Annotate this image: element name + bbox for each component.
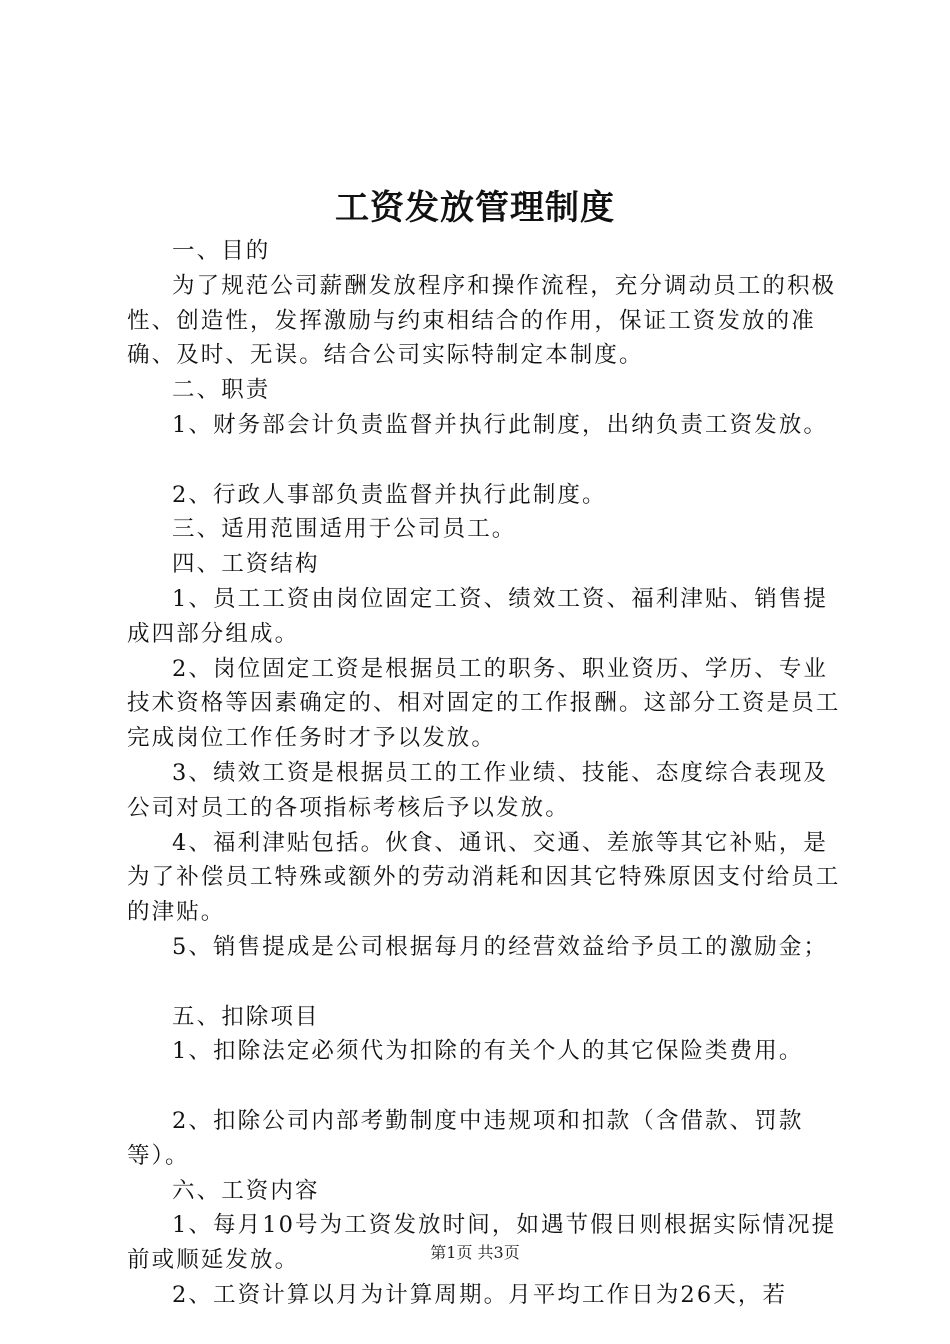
paragraph-structure-4: 4、福利津贴包括。伙食、通讯、交通、差旅等其它补贴，是为了补偿员工特殊或额外的劳动消耗和因其它特殊原因支付给员工的津贴。 [127,829,841,926]
section-heading-scope: 三、适用范围适用于公司员工。 [172,516,517,543]
paragraph-purpose: 为了规范公司薪酬发放程序和操作流程，充分调动员工的积极性、创造性，发挥激励与约束相结合的作用，保证工资发放的准确、及时、无误。结合公司实际特制定本制度。 [127,272,837,369]
page-footer: 第1页 共3页 [430,1243,520,1262]
blank-line [127,443,847,478]
paragraph-content-1: 1、每月10号为工资发放时间，如遇节假日则根据实际情况提前或顺延发放。 [127,1212,837,1274]
blank-line [127,965,847,1000]
paragraph-duty-2: 2、行政人事部负责监督并执行此制度。 [172,481,607,508]
section-heading-duties: 二、职责 [172,377,271,404]
section-heading-content: 六、工资内容 [172,1177,320,1204]
section-heading-purpose: 一、目的 [172,238,271,264]
document-body [127,234,847,1313]
section-heading-deductions: 五、扣除项目 [172,1003,320,1030]
paragraph-deduction-2: 2、扣除公司内部考勤制度中违规项和扣款（含借款、罚款等）。 [127,1107,804,1169]
paragraph-deduction-1: 1、扣除法定必须代为扣除的有关个人的其它保险类费用。 [172,1038,804,1065]
paragraph-structure-5: 5、销售提成是公司根据每月的经营效益给予员工的激励金； [172,933,829,960]
paragraph-structure-3: 3、绩效工资是根据员工的工作业绩、技能、态度综合表现及公司对员工的各项指标考核后予以发放。 [127,759,829,821]
paragraph-duty-1: 1、财务部会计负责监督并执行此制度，出纳负责工资发放。 [172,411,829,438]
paragraph-structure-2: 2、岗位固定工资是根据员工的职务、职业资历、学历、专业技术资格等因素确定的、相对固定的工作报酬。这部分工资是员工完成岗位工作任务时才予以发放。 [127,655,841,752]
paragraph-content-2: 2、工资计算以月为计算周期。月平均工作日为26天，若 [172,1281,788,1308]
paragraph-structure-1: 1、员工工资由岗位固定工资、绩效工资、福利津贴、销售提成四部分组成。 [127,585,829,647]
document-title: 工资发放管理制度 [335,188,615,228]
section-heading-structure: 四、工资结构 [172,551,320,578]
blank-line [127,1069,847,1104]
